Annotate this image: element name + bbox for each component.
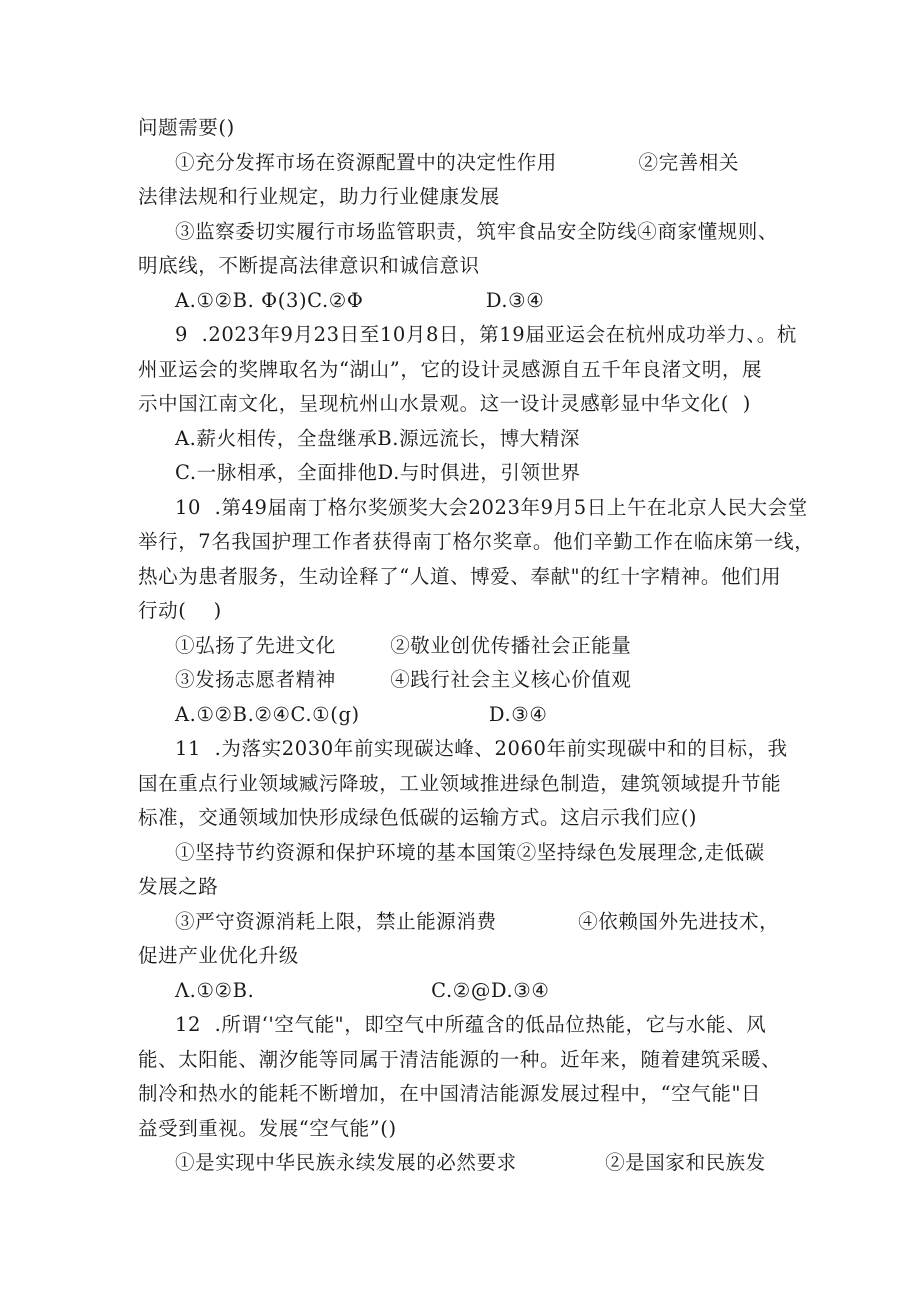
text-line: A.①②B.②④C.①(g) D.③④	[175, 703, 548, 726]
text-line: 能、太阳能、潮汐能等同属于清洁能源的一种。近年来，随着建筑采暖、	[138, 1048, 782, 1071]
text-line: A.薪火相传，全盘继承B.源远流长，博大精深	[175, 427, 581, 450]
question-9-stem: 9 .2023年9月23日至10月8日，第19届亚运会在杭州成功举力、。杭	[175, 323, 797, 346]
text-line: 发展之路	[138, 875, 219, 898]
text-line: A.①②B. Φ(3)C.②Φ D.③④	[175, 289, 545, 312]
text-line: 促进产业优化升级	[138, 944, 299, 967]
text-line: ③监察委切实履行市场监管职责，筑牢食品安全防线④商家懂规则、	[175, 220, 779, 243]
text-line: ③严守资源消耗上限，禁止能源消费 ④依赖国外先进技术，	[175, 910, 780, 933]
question-10-stem: 10 .第49届南丁格尔奖颁奖大会2023年9月5日上午在北京人民大会堂	[175, 496, 808, 519]
text-line: ①弘扬了先进文化 ②敬业创优传播社会正能量	[175, 634, 632, 657]
text-line: 明底线，不断提高法律意识和诚信意识	[138, 254, 480, 277]
text-line: ①坚持节约资源和保护环境的基本国策②坚持绿色发展理念,走低碳	[175, 841, 765, 864]
text-line: ①充分发挥市场在资源配置中的决定性作用 ②完善相关	[175, 151, 739, 174]
text-line: 制冷和热水的能耗不断增加，在中国清洁能源发展过程中，“空气能"日	[138, 1082, 762, 1105]
text-line: ③发扬志愿者精神 ④践行社会主义核心价值观	[175, 668, 632, 691]
question-12-stem: 12 .所谓‘'空气能"，即空气中所蕴含的低品位热能，它与水能、风	[175, 1013, 767, 1036]
text-line: C.一脉相承，全面排他D.与时俱进，引领世界	[175, 461, 581, 484]
text-line: 问题需要()	[138, 116, 235, 139]
text-line: 示中国江南文化，呈现杭州山水景观。这一设计灵感彰显中华文化( )	[138, 392, 751, 415]
question-11-stem: 11 .为落实2030年前实现碳达峰、2060年前实现碳中和的目标，我	[175, 737, 788, 760]
text-line: 州亚运会的奖牌取名为“湖山”，它的设计灵感源自五千年良渚文明，展	[138, 358, 763, 381]
text-line: 行动( )	[138, 599, 222, 622]
text-line: 法律法规和行业规定，助力行业健康发展	[138, 185, 500, 208]
text-line: 热心为患者服务，生动诠释了“人道、博爱、奉献"的红十字精神。他们用	[138, 565, 782, 588]
text-line: 标准，交通领域加快形成绿色低碳的运输方式。这启示我们应()	[138, 806, 698, 829]
text-line: 国在重点行业领域臧污降玻，工业领域推进绿色制造，建筑领域提升节能	[138, 772, 782, 795]
text-line: ①是实现中华民族永续发展的必然要求 ②是国家和民族发	[175, 1151, 766, 1174]
text-line: 举行，7名我国护理工作者获得南丁格尔奖章。他们辛勤工作在临床第一线，	[138, 530, 815, 553]
text-line: Λ.①②B. C.②@D.③④	[175, 979, 550, 1002]
text-line: 益受到重视。发展“空气能”()	[138, 1117, 397, 1140]
